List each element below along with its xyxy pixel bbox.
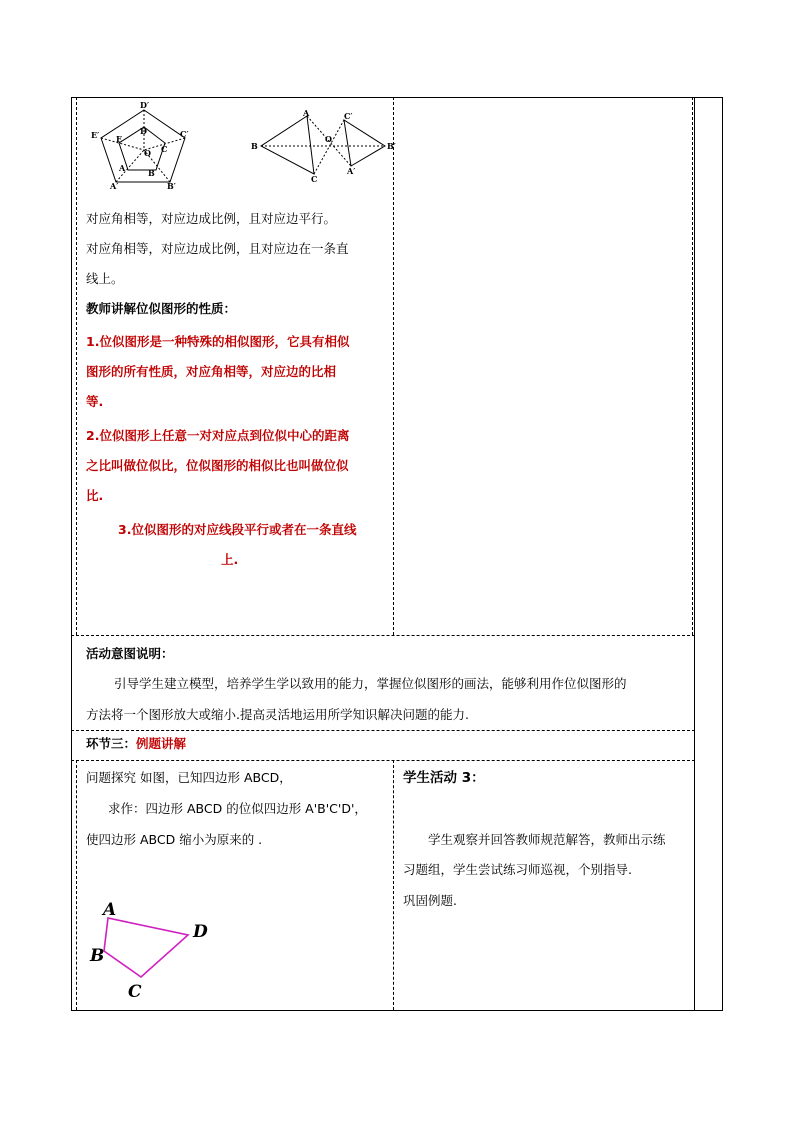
table-left-border <box>71 97 72 1011</box>
table-bottom-border <box>71 1010 723 1011</box>
table-top-border <box>71 97 723 98</box>
student-activity-line-3: 巩固例题. <box>403 893 457 908</box>
property-line-2: 对应角相等，对应边成比例，且对应边在一条直 <box>86 241 349 256</box>
table-inner-right-border <box>694 97 695 1011</box>
section3-label: 环节三： <box>86 736 137 751</box>
label-C: C <box>161 144 168 154</box>
student-activity-line-2: 习题组，学生尝试练习师巡视，个别指导. <box>403 862 632 877</box>
property-3-line-1: 3.位似图形的对应线段平行或者在一条直线 <box>118 522 357 537</box>
property-2-line-1: 2.位似图形上任意一对对应点到位似中心的距离 <box>86 428 350 443</box>
label-D: D <box>140 126 147 136</box>
label-B-prime: B′ <box>167 181 176 191</box>
problem-line-3: 使四边形 ABCD 缩小为原来的 . <box>86 832 263 847</box>
label-D-prime: D′ <box>140 100 150 110</box>
label-B: B <box>251 141 258 151</box>
label-C-prime: C′ <box>344 111 353 121</box>
property-3-line-2: 上. <box>221 552 239 567</box>
label-O: O <box>144 148 151 158</box>
section3-title: 例题讲解 <box>136 736 187 751</box>
column-divider-right-top <box>692 97 693 635</box>
label-A: A <box>303 108 310 118</box>
section3-heading <box>86 736 186 752</box>
intent-line-2: 方法将一个图形放大或缩小.提高灵活地运用所学知识解决问题的能力. <box>86 707 469 722</box>
triangle-abc <box>261 116 314 174</box>
label-C: C <box>311 174 318 184</box>
label-C-prime: C′ <box>180 129 189 139</box>
column-divider-left-bottom <box>76 760 77 1010</box>
row-divider-3 <box>71 760 695 761</box>
teacher-heading: 教师讲解位似图形的性质： <box>86 301 237 316</box>
label-D: D <box>193 922 208 942</box>
label-A: A <box>103 900 117 920</box>
property-1-line-2: 图形的所有性质，对应角相等，对应边的比相 <box>86 364 337 379</box>
label-B-prime: B′ <box>387 141 396 151</box>
label-C: C <box>128 982 142 1002</box>
row-divider-2 <box>71 730 695 731</box>
label-A-prime: A′ <box>110 181 119 191</box>
student-activity-line-1: 学生观察并回答教师规范解答，教师出示练 <box>428 832 666 847</box>
label-O: O <box>325 134 332 144</box>
table-right-border <box>722 97 723 1011</box>
problem-line-2: 求作：四边形 ABCD 的位似四边形 A'B'C'D'， <box>108 801 367 816</box>
quadrilateral-abcd <box>104 918 188 977</box>
label-B: B <box>148 168 155 178</box>
outer-pentagon <box>101 110 185 182</box>
property-2-line-3: 比. <box>86 488 104 503</box>
label-A: A <box>119 163 126 173</box>
intent-line-1: 引导学生建立模型，培养学生学以致用的能力，掌握位似图形的画法，能够利用作位似图形的 <box>114 676 627 691</box>
problem-line-1: 问题探究 如图，已知四边形 ABCD， <box>86 770 292 785</box>
student-activity-title: 学生活动 3： <box>403 770 485 786</box>
label-B: B <box>90 946 105 966</box>
property-2-line-2: 之比叫做位似比，位似图形的相似比也叫做位似 <box>86 458 349 473</box>
property-1-line-3: 等. <box>86 394 104 409</box>
pentagon-figure <box>88 100 198 192</box>
intent-title: 活动意图说明： <box>86 646 174 661</box>
property-1-line-1: 1.位似图形是一种特殊的相似图形，它具有相似 <box>86 334 350 349</box>
label-E: E <box>116 134 123 144</box>
triangle-a2b2c2 <box>344 120 385 166</box>
triangle-figure <box>248 108 398 186</box>
column-divider-top <box>76 97 77 635</box>
row-divider-1 <box>71 635 695 636</box>
label-A-prime: A′ <box>347 166 356 176</box>
quadrilateral-abcd-figure <box>86 895 226 1005</box>
column-divider-mid-bottom <box>393 760 394 1010</box>
property-line-1: 对应角相等，对应边成比例，且对应边平行。 <box>86 211 337 226</box>
label-E-prime: E′ <box>91 130 100 140</box>
property-line-3: 线上。 <box>86 271 124 286</box>
